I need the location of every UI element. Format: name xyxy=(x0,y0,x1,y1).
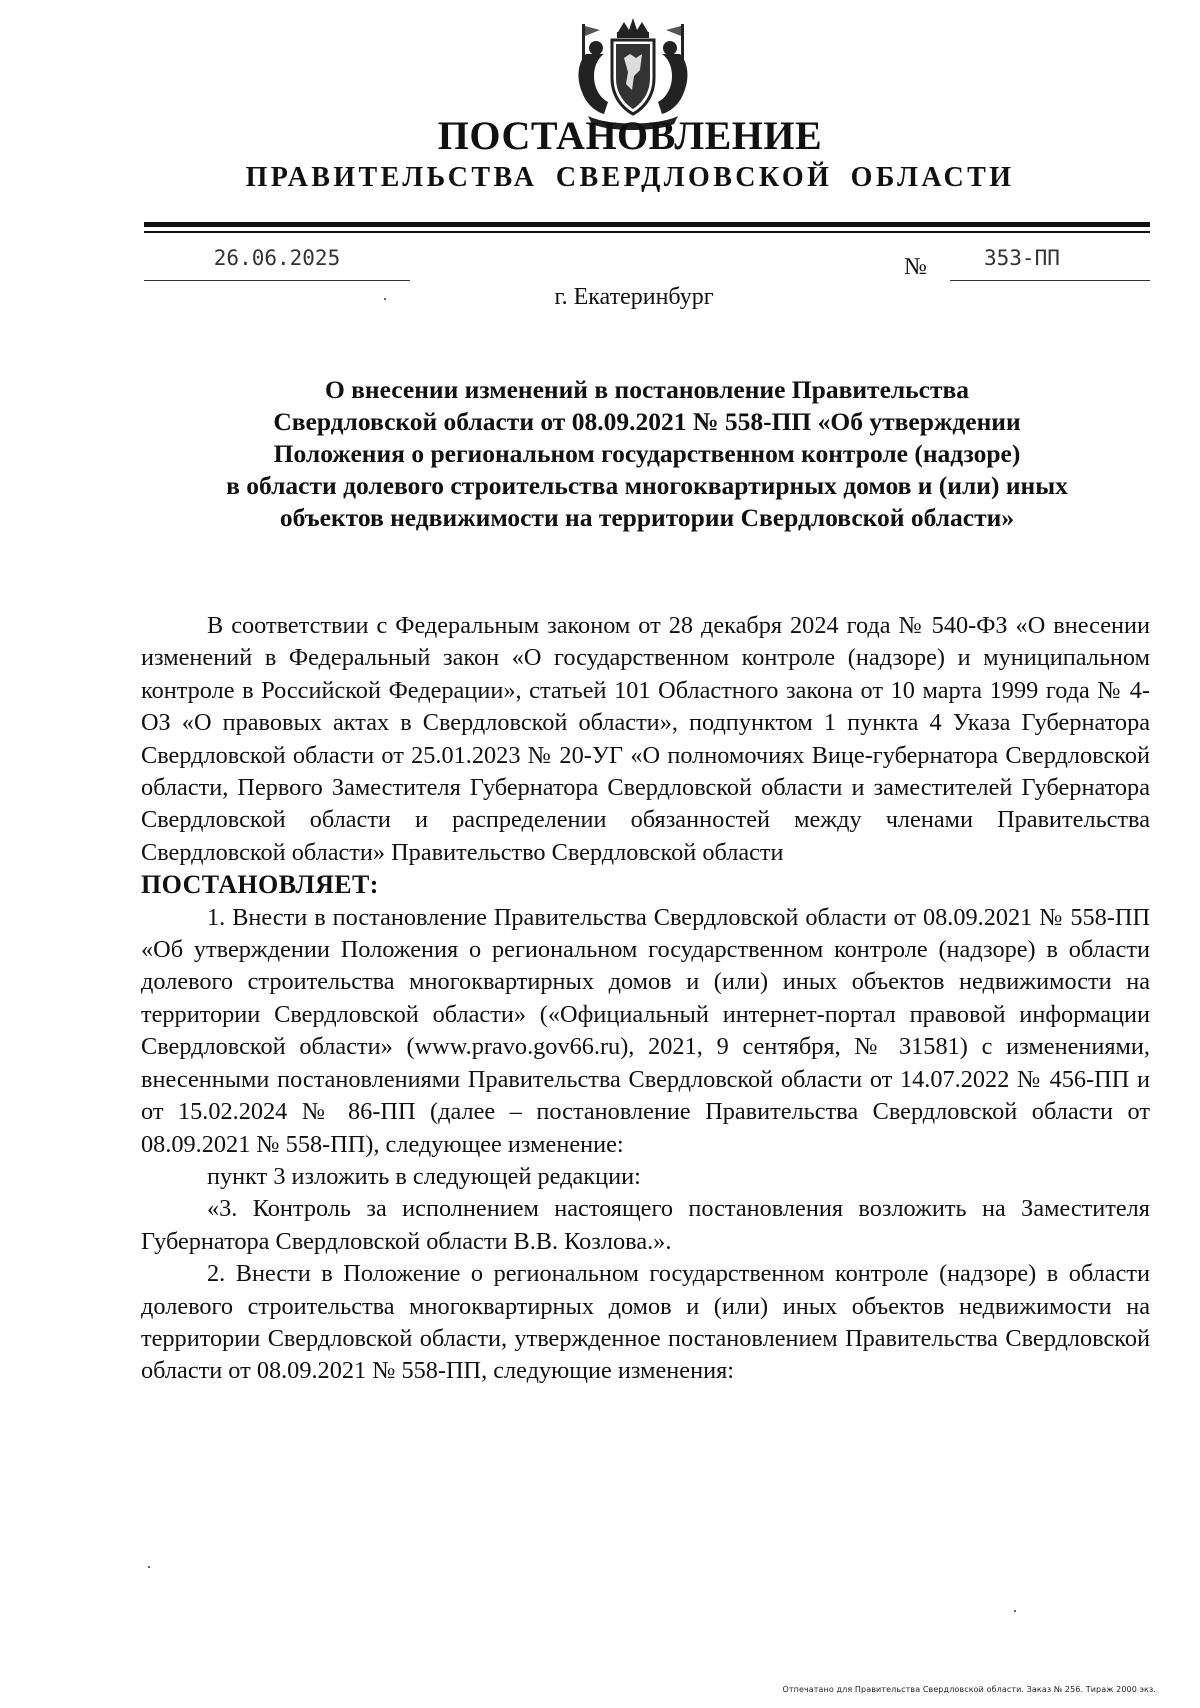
document-title xyxy=(144,374,1150,534)
scan-speck xyxy=(384,298,386,300)
document-date: 26.06.2025 xyxy=(213,246,341,270)
title-line: О внесении изменений в постановление Правительства xyxy=(324,375,970,404)
number-sign: № xyxy=(904,254,927,280)
header-rule-thick xyxy=(144,222,1150,227)
item-1-quote: «3. Контроль за исполнением настоящего постановления возложить на Заместителя Губернатора Свердловской области В.В. Козлова.». xyxy=(141,1195,1150,1255)
scan-speck xyxy=(1014,1610,1016,1612)
document-type-heading: ПОСТАНОВЛЕНИЕ xyxy=(437,113,823,158)
title-line: Свердловской области от 08.09.2021 № 558-ПП «Об утверждении xyxy=(273,407,1021,436)
item-2-paragraph: 2. Внести в Положение о региональном государственном контроле (надзоре) в области долевого строительства многоквартирных домов и (или) иных объектов недвижимости на территории Свердловской области, утвержденное постановлением Правительства Свердловской области от 08.09.2021 № 558-ПП, следующие изменения: xyxy=(141,1260,1150,1385)
title-line: объектов недвижимости на территории Свердловской области» xyxy=(279,503,1015,532)
item-1-paragraph: 1. Внести в постановление Правительства Свердловской области от 08.09.2021 № 558-ПП «Об утверждении Положения о региональном государственном контроле (надзоре) в области долевого строительства многоквартирных домов и (или) иных объектов недвижимости на территории Свердловской области» («Официальный интернет-портал правовой информации Свердловской области» (www.pravo.gov66.ru), 2021, 9 сентября, № 31581) с изменениями, внесенными постановлениями Правительства Свердловской области от 14.07.2022 № 456-ПП и от 15.02.2024 № 86-ПП (далее – постановление Правительства Свердловской области от 08.09.2021 № 558-ПП), следующее изменение: xyxy=(141,903,1150,1158)
preamble-paragraph: В соответствии с Федеральным законом от 28 декабря 2024 года № 540-ФЗ «О внесении изменений в Федеральный закон «О государственном контроле (надзоре) и муниципальном контроле в Российской Федерации», статьей 101 Областного закона от 10 марта 1999 года № 4-ОЗ «О правовых актах в Свердловской области», подпунктом 1 пункта 4 Указа Губернатора Свердловской области от 25.01.2023 № 20-УГ «О полномочиях Вице-губернатора Свердловской области, Первого Заместителя Губернатора Свердловской области и заместителей Губернатора Свердловской области и распределении обязанностей между членами Правительства Свердловской области» Правительство Свердловской области xyxy=(141,612,1150,866)
issuing-authority-heading: ПРАВИТЕЛЬСТВА СВЕРДЛОВСКОЙ ОБЛАСТИ xyxy=(245,162,1015,193)
date-underline xyxy=(144,280,410,281)
header-rule-thin xyxy=(144,231,1150,233)
title-line: Положения о региональном государственном контроле (надзоре) xyxy=(273,439,1021,468)
print-imprint-footer: Отпечатано для Правительства Свердловской области. Заказ № 256. Тираж 2000 экз. xyxy=(782,1685,1156,1694)
document-number: 353-ПП xyxy=(984,246,1060,270)
scan-speck xyxy=(148,1566,150,1568)
document-body xyxy=(141,610,1150,1388)
number-underline xyxy=(950,280,1150,281)
decree-word: ПОСТАНОВЛЯЕТ: xyxy=(141,870,379,900)
city: г. Екатеринбург xyxy=(554,284,714,310)
title-line: в области долевого строительства многоквартирных домов и (или) иных xyxy=(226,471,1068,500)
item-1-subparagraph: пункт 3 изложить в следующей редакции: xyxy=(207,1162,641,1190)
